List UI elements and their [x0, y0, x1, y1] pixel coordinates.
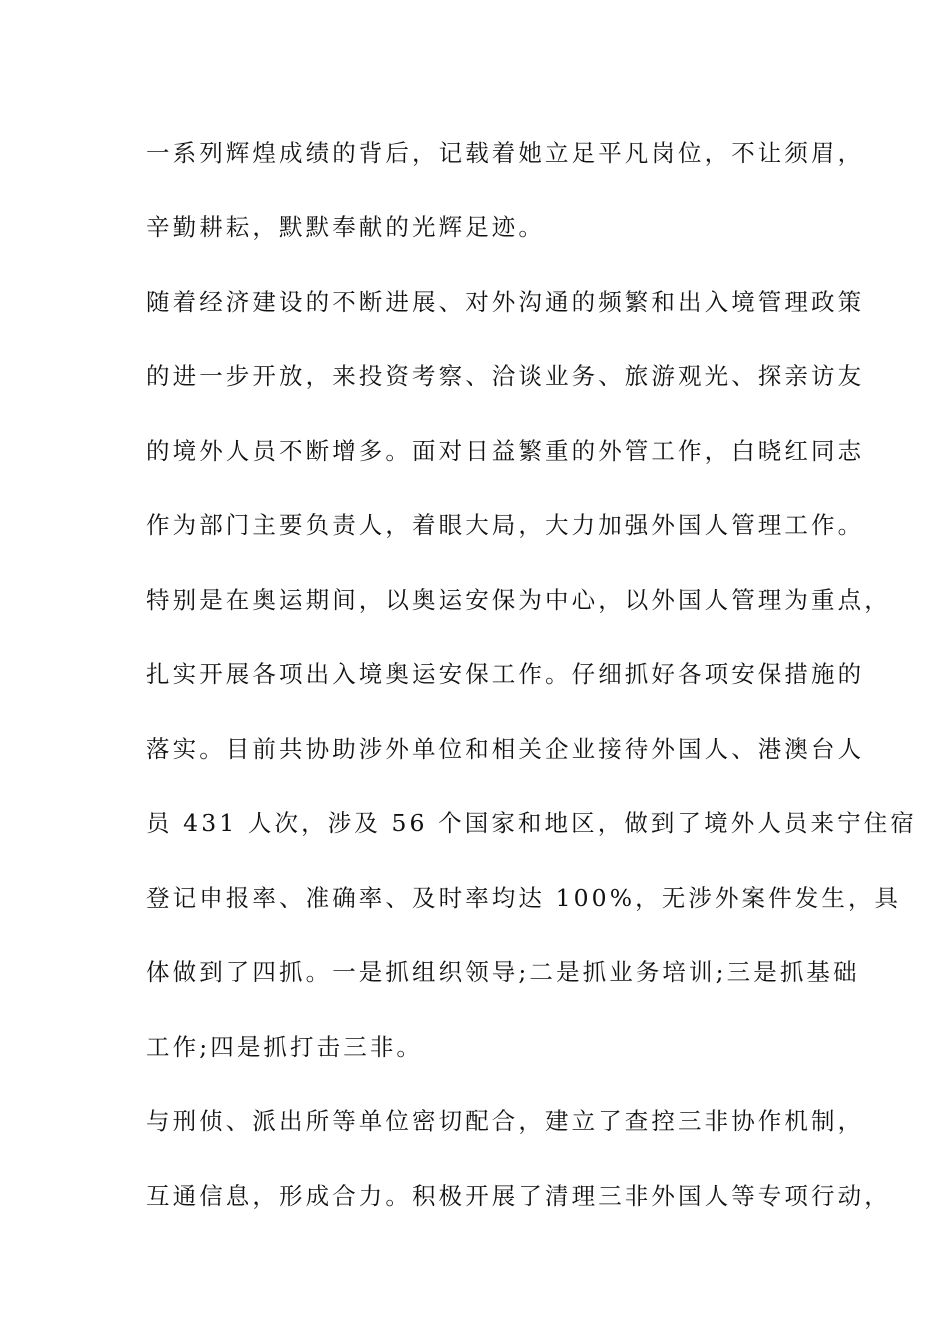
text-line: 登记申报率、准确率、及时率均达 100%，无涉外案件发生，具: [146, 884, 902, 912]
text-line: 体做到了四抓。一是抓组织领导;二是抓业务培训;三是抓基础: [146, 958, 860, 986]
text-line: 的进一步开放，来投资考察、洽谈业务、旅游观光、探亲访友: [146, 362, 865, 390]
text-line: 互通信息，形成合力。积极开展了清理三非外国人等专项行动，: [146, 1182, 891, 1210]
text-line: 与刑侦、派出所等单位密切配合，建立了查控三非协作机制，: [146, 1107, 865, 1135]
text-line: 辛勤耕耘，默默奉献的光辉足迹。: [146, 213, 545, 241]
text-line: 一系列辉煌成绩的背后，记载着她立足平凡岗位，不让须眉，: [146, 139, 865, 167]
text-line: 随着经济建设的不断进展、对外沟通的频繁和出入境管理政策: [146, 288, 865, 316]
text-line: 扎实开展各项出入境奥运安保工作。仔细抓好各项安保措施的: [146, 660, 865, 688]
text-line: 工作;四是抓打击三非。: [146, 1033, 424, 1061]
text-line: 员 431 人次，涉及 56 个国家和地区，做到了境外人员来宁住宿: [146, 809, 917, 837]
text-line: 落实。目前共协助涉外单位和相关企业接待外国人、港澳台人: [146, 735, 865, 763]
text-line: 作为部门主要负责人，着眼大局，大力加强外国人管理工作。: [146, 511, 865, 539]
text-line: 特别是在奥运期间，以奥运安保为中心，以外国人管理为重点，: [146, 586, 891, 614]
text-line: 的境外人员不断增多。面对日益繁重的外管工作，白晓红同志: [146, 437, 865, 465]
